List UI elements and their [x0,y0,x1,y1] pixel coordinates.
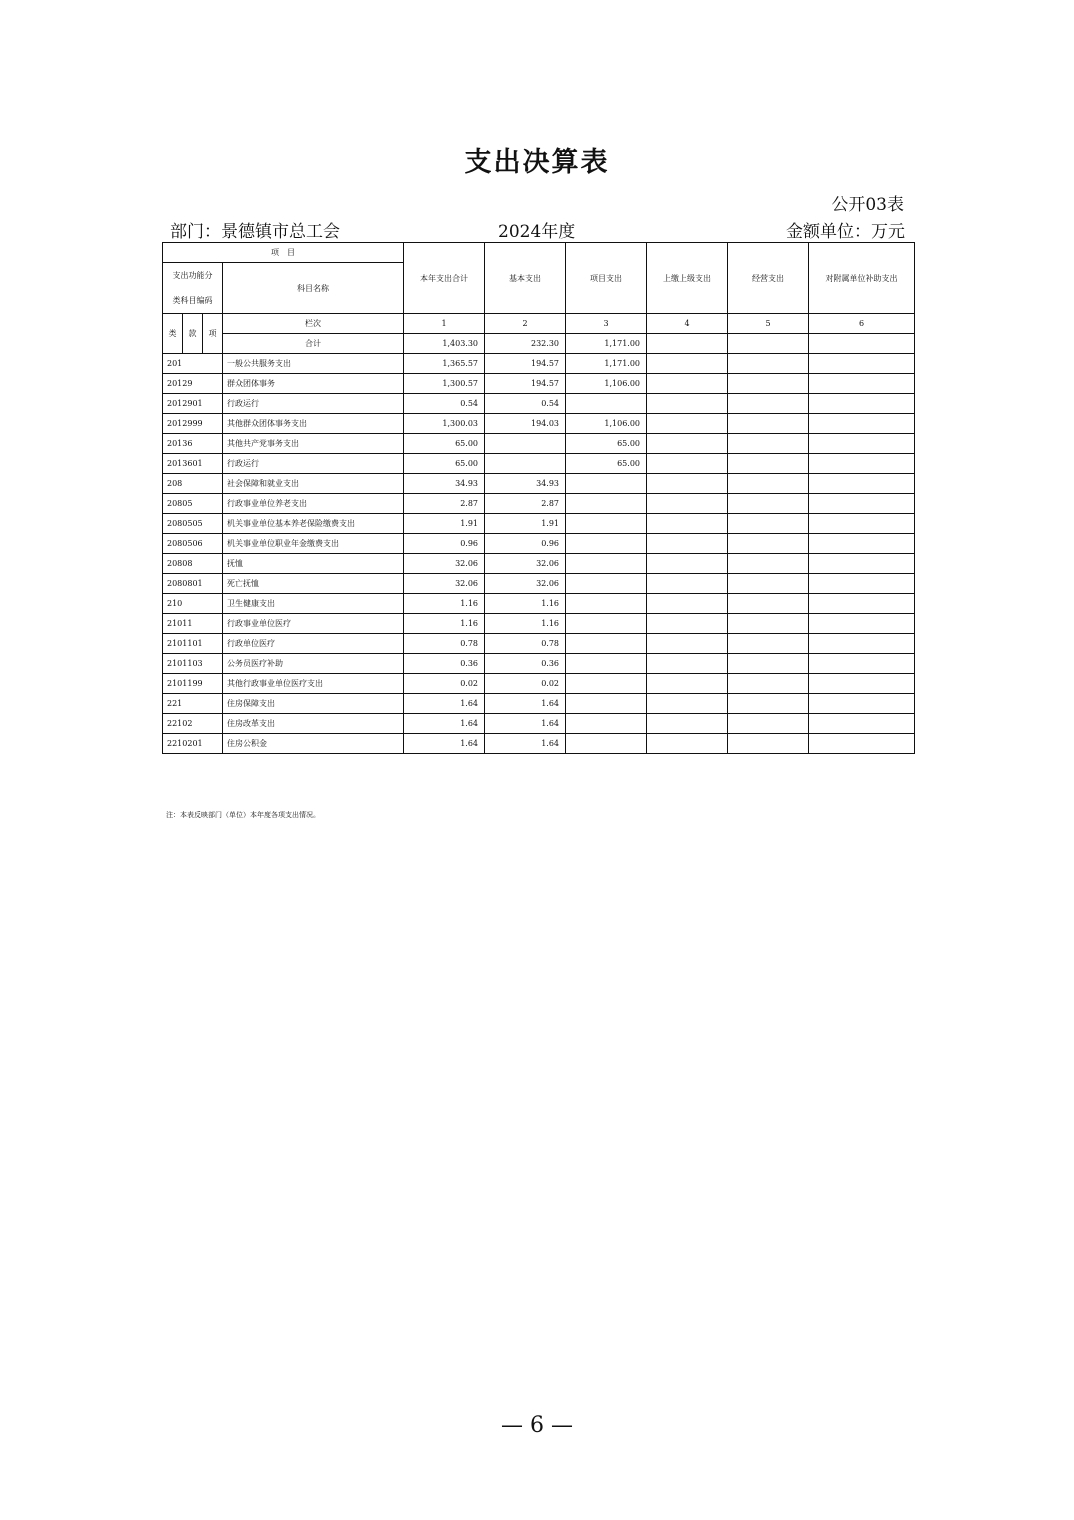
amount-cell-2: 0.02 [485,674,566,694]
subject-code: 20129 [163,374,223,394]
amount-cell-5 [728,354,809,374]
amount-cell-3 [566,674,647,694]
table-row [163,494,915,514]
amount-cell-6 [809,734,915,754]
amount-cell-4 [647,474,728,494]
table-row [163,434,915,454]
subject-name: 其他行政事业单位医疗支出 [223,674,404,694]
amount-cell-4 [647,594,728,614]
table-row [163,394,915,414]
amount-cell-1: 1.64 [404,714,485,734]
table-row [163,474,915,494]
table-note: 注：本表反映部门（单位）本年度各项支出情况。 [166,811,320,819]
table-row [163,694,915,714]
year-label: 2024年度 [498,222,576,242]
amount-cell-6 [809,394,915,414]
subject-code: 21011 [163,614,223,634]
amount-cell-5 [728,534,809,554]
col-header-4: 上缴上级支出 [647,243,728,314]
subject-code: 2012901 [163,394,223,414]
amount-cell-4 [647,694,728,714]
func-class-header [163,263,223,314]
amount-cell-3: 1,106.00 [566,414,647,434]
amount-cell-2 [485,454,566,474]
col-number-6: 6 [809,314,915,334]
amount-cell-3 [566,534,647,554]
amount-cell-3: 1,171.00 [566,354,647,374]
total-value-2: 232.30 [485,334,566,354]
subject-code: 2080505 [163,514,223,534]
amount-cell-5 [728,514,809,534]
amount-cell-3 [566,474,647,494]
amount-cell-4 [647,394,728,414]
total-value-1: 1,403.30 [404,334,485,354]
amount-cell-1: 32.06 [404,574,485,594]
amount-cell-6 [809,534,915,554]
amount-cell-2: 194.57 [485,354,566,374]
subject-code: 2012999 [163,414,223,434]
amount-cell-5 [728,694,809,714]
subject-code: 2101199 [163,674,223,694]
amount-cell-6 [809,674,915,694]
subject-name: 其他群众团体事务支出 [223,414,404,434]
subject-code: 20808 [163,554,223,574]
subject-name: 群众团体事务 [223,374,404,394]
total-value-3: 1,171.00 [566,334,647,354]
amount-cell-1: 0.78 [404,634,485,654]
amount-cell-4 [647,374,728,394]
table-row [163,714,915,734]
amount-cell-6 [809,354,915,374]
meta-line [170,217,905,241]
amount-cell-5 [728,634,809,654]
subject-name: 一般公共服务支出 [223,354,404,374]
amount-cell-5 [728,434,809,454]
total-value-5 [728,334,809,354]
subject-name: 社会保障和就业支出 [223,474,404,494]
table-row [163,574,915,594]
amount-cell-5 [728,714,809,734]
subject-name: 行政事业单位医疗 [223,614,404,634]
amount-cell-4 [647,514,728,534]
amount-cell-2: 1.64 [485,714,566,734]
amount-cell-4 [647,354,728,374]
amount-cell-5 [728,574,809,594]
amount-cell-3: 65.00 [566,454,647,474]
subject-name: 机关事业单位基本养老保险缴费支出 [223,514,404,534]
amount-cell-1: 65.00 [404,434,485,454]
subject-code: 210 [163,594,223,614]
amount-cell-6 [809,474,915,494]
amount-cell-3 [566,734,647,754]
amount-cell-3 [566,694,647,714]
amount-cell-2: 194.57 [485,374,566,394]
subject-code: 2101103 [163,654,223,674]
amount-cell-2: 194.03 [485,414,566,434]
amount-cell-3 [566,654,647,674]
amount-cell-1: 1,300.57 [404,374,485,394]
amount-cell-5 [728,674,809,694]
amount-cell-4 [647,554,728,574]
amount-cell-4 [647,574,728,594]
subject-name-header: 科目名称 [223,263,404,314]
amount-cell-4 [647,534,728,554]
amount-cell-2: 32.06 [485,554,566,574]
amount-cell-1: 1,365.57 [404,354,485,374]
amount-cell-3: 1,106.00 [566,374,647,394]
table-row [163,674,915,694]
col-number-5: 5 [728,314,809,334]
subject-code: 2080801 [163,574,223,594]
amount-cell-6 [809,634,915,654]
subject-name: 公务员医疗补助 [223,654,404,674]
amount-cell-1: 32.06 [404,554,485,574]
table-row [163,374,915,394]
func-class-line2: 类科目编码 [172,296,213,305]
amount-cell-5 [728,594,809,614]
amount-cell-1: 34.93 [404,474,485,494]
subject-name: 行政单位医疗 [223,634,404,654]
department-label: 部门：景德镇市总工会 [170,222,340,242]
table-row [163,354,915,374]
amount-cell-2: 2.87 [485,494,566,514]
col-number-3: 3 [566,314,647,334]
col-header-5: 经营支出 [728,243,809,314]
table-row [163,514,915,534]
col-number-1: 1 [404,314,485,334]
amount-cell-3 [566,614,647,634]
subject-code: 20805 [163,494,223,514]
total-row [163,334,915,354]
table-row [163,454,915,474]
amount-cell-2: 34.93 [485,474,566,494]
subject-code: 201 [163,354,223,374]
amount-cell-4 [647,494,728,514]
amount-cell-5 [728,374,809,394]
amount-cell-2: 1.16 [485,614,566,634]
subject-code: 2101101 [163,634,223,654]
subject-code: 20136 [163,434,223,454]
amount-cell-5 [728,654,809,674]
subject-name: 死亡抚恤 [223,574,404,594]
amount-cell-1: 1.16 [404,594,485,614]
table-row [163,414,915,434]
amount-cell-3 [566,574,647,594]
amount-cell-6 [809,454,915,474]
subject-name: 卫生健康支出 [223,594,404,614]
amount-cell-3 [566,514,647,534]
amount-cell-4 [647,674,728,694]
subject-name: 机关事业单位职业年金缴费支出 [223,534,404,554]
amount-cell-4 [647,634,728,654]
amount-cell-1: 0.36 [404,654,485,674]
col-header-6: 对附属单位补助支出 [809,243,915,314]
amount-cell-1: 1,300.03 [404,414,485,434]
subject-code: 22102 [163,714,223,734]
func-class-line1: 支出功能分 [172,271,213,280]
subject-code: 208 [163,474,223,494]
amount-cell-4 [647,714,728,734]
total-value-4 [647,334,728,354]
amount-cell-6 [809,554,915,574]
amount-cell-6 [809,574,915,594]
col-number-2: 2 [485,314,566,334]
amount-cell-2: 1.91 [485,514,566,534]
lei-header: 类 [163,314,183,354]
amount-cell-2: 32.06 [485,574,566,594]
amount-cell-2: 0.54 [485,394,566,414]
table-row [163,614,915,634]
col-number-4: 4 [647,314,728,334]
amount-cell-4 [647,614,728,634]
amount-cell-6 [809,694,915,714]
subject-code: 2080506 [163,534,223,554]
amount-cell-6 [809,514,915,534]
amount-cell-3: 65.00 [566,434,647,454]
amount-cell-3 [566,494,647,514]
amount-cell-3 [566,594,647,614]
amount-cell-6 [809,494,915,514]
table-row [163,554,915,574]
amount-cell-2: 0.78 [485,634,566,654]
amount-cell-2: 1.16 [485,594,566,614]
subject-code: 2210201 [163,734,223,754]
amount-cell-5 [728,394,809,414]
table-row [163,654,915,674]
subject-name: 行政运行 [223,454,404,474]
amount-cell-1: 1.64 [404,734,485,754]
amount-cell-3 [566,554,647,574]
amount-cell-6 [809,594,915,614]
subject-name: 住房保障支出 [223,694,404,714]
amount-cell-2 [485,434,566,454]
lanci-header: 栏次 [223,314,404,334]
amount-cell-6 [809,434,915,454]
amount-cell-5 [728,454,809,474]
amount-cell-6 [809,654,915,674]
unit-label: 金额单位：万元 [786,222,905,242]
subject-name: 抚恤 [223,554,404,574]
amount-cell-5 [728,474,809,494]
amount-cell-4 [647,734,728,754]
amount-cell-2: 1.64 [485,694,566,714]
amount-cell-5 [728,614,809,634]
subject-code: 2013601 [163,454,223,474]
amount-cell-1: 0.02 [404,674,485,694]
total-value-6 [809,334,915,354]
amount-cell-1: 1.64 [404,694,485,714]
amount-cell-4 [647,454,728,474]
col-header-2: 基本支出 [485,243,566,314]
amount-cell-4 [647,414,728,434]
subject-code: 221 [163,694,223,714]
amount-cell-5 [728,414,809,434]
subject-name: 行政运行 [223,394,404,414]
amount-cell-3 [566,714,647,734]
amount-cell-3 [566,394,647,414]
table-row [163,594,915,614]
col-header-3: 项目支出 [566,243,647,314]
project-header: 项 目 [163,243,404,263]
amount-cell-5 [728,554,809,574]
amount-cell-4 [647,654,728,674]
amount-cell-6 [809,374,915,394]
table-code: 公开03表 [831,195,904,215]
subject-name: 住房公积金 [223,734,404,754]
amount-cell-6 [809,414,915,434]
amount-cell-3 [566,634,647,654]
amount-cell-2: 0.96 [485,534,566,554]
amount-cell-6 [809,614,915,634]
amount-cell-1: 0.96 [404,534,485,554]
page-title: 支出决算表 [464,147,610,178]
page-number: — 6 — [501,1413,573,1438]
col-header-1: 本年支出合计 [404,243,485,314]
subject-name: 行政事业单位养老支出 [223,494,404,514]
amount-cell-5 [728,494,809,514]
amount-cell-6 [809,714,915,734]
amount-cell-5 [728,734,809,754]
xiang-header: 项 [203,314,223,354]
expenditure-table [162,242,915,754]
amount-cell-2: 1.64 [485,734,566,754]
kuan-header: 款 [183,314,203,354]
amount-cell-1: 0.54 [404,394,485,414]
total-label: 合计 [223,334,404,354]
subject-name: 住房改革支出 [223,714,404,734]
amount-cell-2: 0.36 [485,654,566,674]
table-row [163,734,915,754]
amount-cell-1: 2.87 [404,494,485,514]
amount-cell-1: 65.00 [404,454,485,474]
amount-cell-1: 1.91 [404,514,485,534]
table-row [163,634,915,654]
amount-cell-1: 1.16 [404,614,485,634]
subject-name: 其他共产党事务支出 [223,434,404,454]
amount-cell-4 [647,434,728,454]
table-row [163,534,915,554]
